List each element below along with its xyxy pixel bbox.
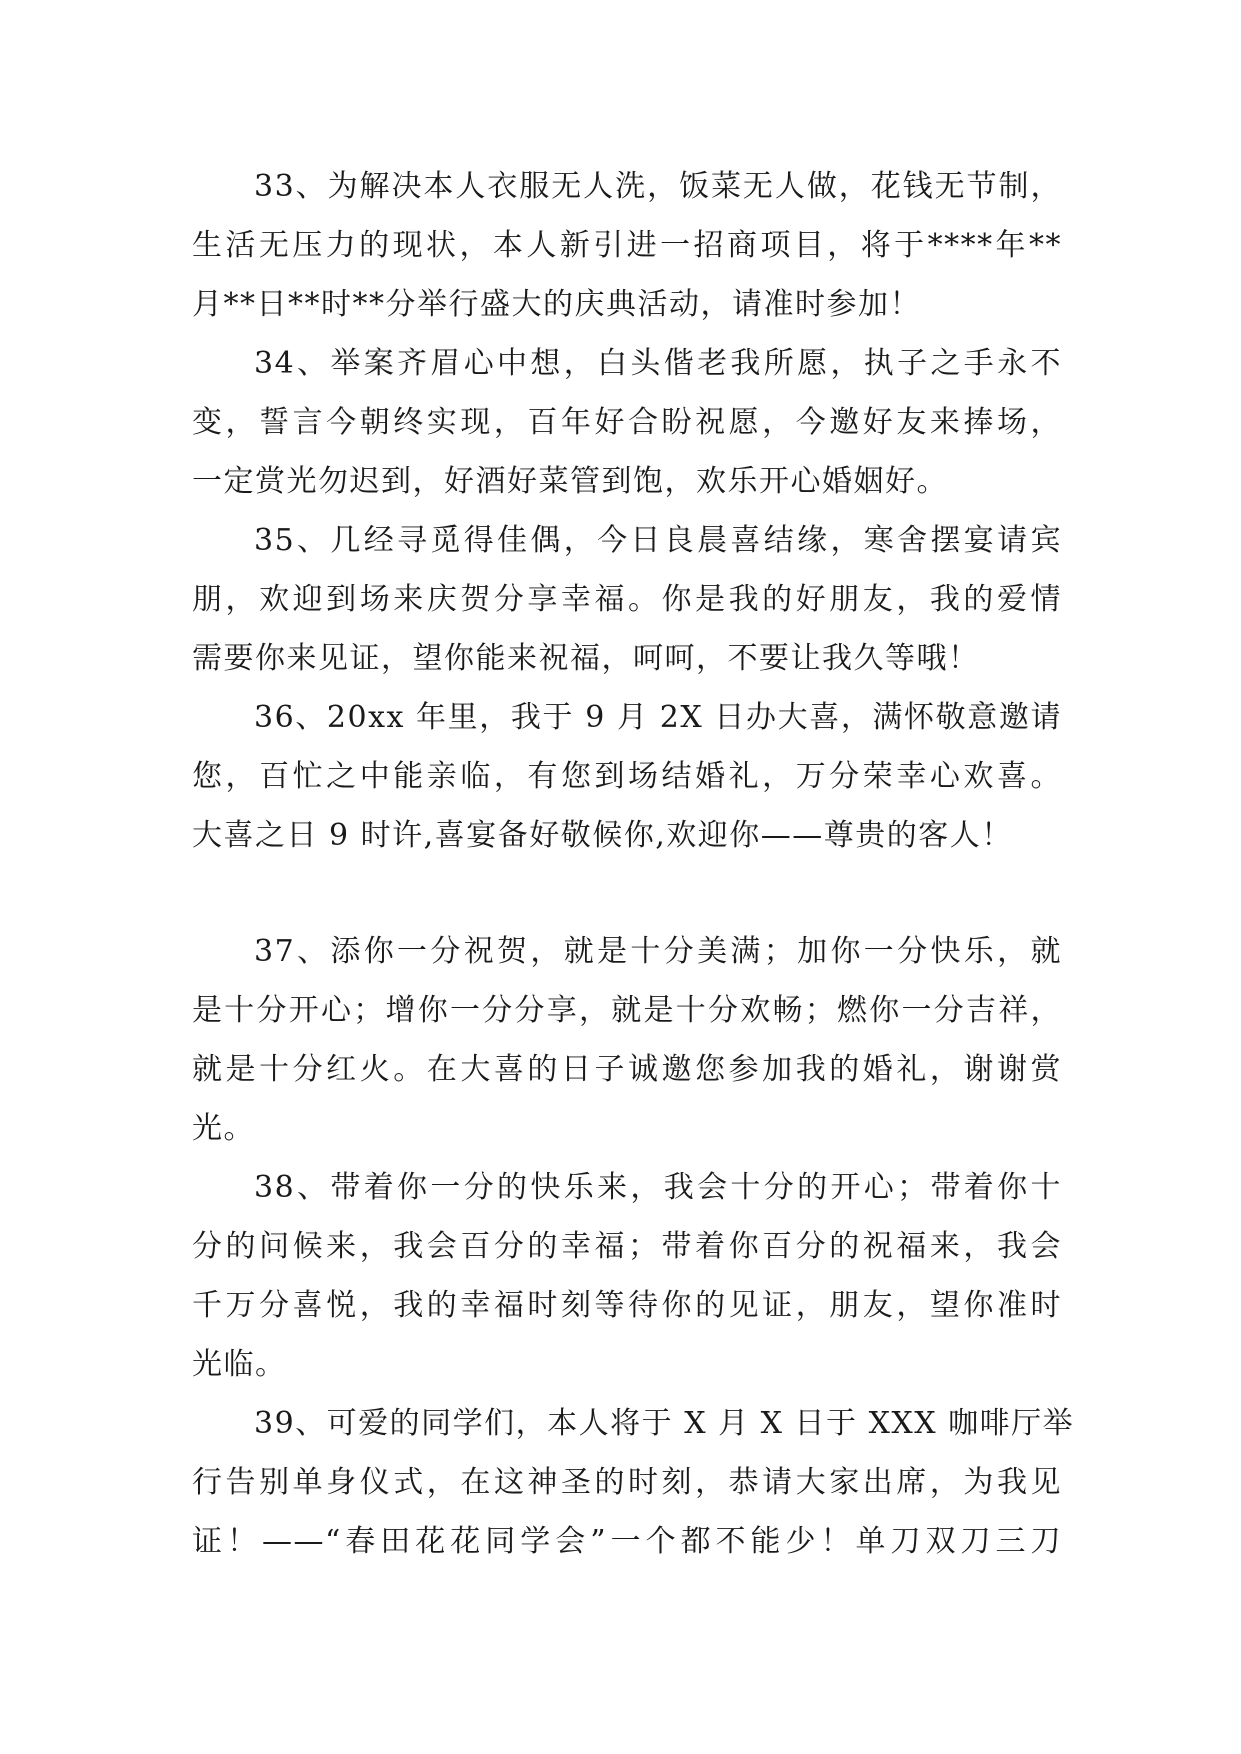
paragraph-37	[192, 922, 1062, 1158]
paragraph-33	[192, 157, 1062, 334]
paragraph-line: 朋，欢迎到场来庆贺分享幸福。你是我的好朋友，我的爱情	[192, 582, 1062, 617]
paragraph-line: 一定赏光勿迟到，好酒好菜管到饱，欢乐开心婚姻好。	[192, 464, 948, 499]
paragraph-line: 是十分开心；增你一分分享，就是十分欢畅；燃你一分吉祥，	[192, 993, 1062, 1028]
paragraph-line: 34、举案齐眉心中想，白头偕老我所愿，执子之手永不	[254, 346, 1062, 381]
paragraph-line: 33、为解决本人衣服无人洗，饭菜无人做，花钱无节制，	[254, 169, 1062, 204]
paragraph-line: 分的问候来，我会百分的幸福；带着你百分的祝福来，我会	[192, 1229, 1062, 1264]
paragraph-line: 需要你来见证，望你能来祝福，呵呵，不要让我久等哦！	[192, 641, 980, 676]
paragraph-line: 39、可爱的同学们，本人将于 X 月 X 日于 XXX 咖啡厅举	[254, 1406, 1075, 1441]
paragraph-gap	[192, 865, 1062, 922]
paragraph-line: 37、添你一分祝贺，就是十分美满；加你一分快乐，就	[254, 934, 1062, 969]
paragraph-line: 35、几经寻觅得佳偶，今日良晨喜结缘，寒舍摆宴请宾	[254, 523, 1062, 558]
paragraph-line: 月**日**时**分举行盛大的庆典活动，请准时参加！	[192, 287, 921, 322]
paragraph-line: 光临。	[192, 1347, 287, 1382]
paragraph-line: 行告别单身仪式，在这神圣的时刻，恭请大家出席，为我见	[192, 1465, 1062, 1500]
paragraph-line: 大喜之日 9 时许,喜宴备好敬候你,欢迎你——尊贵的客人！	[192, 818, 1013, 853]
paragraph-line: 变，誓言今朝终实现，百年好合盼祝愿，今邀好友来捧场，	[192, 405, 1062, 440]
paragraph-line: 就是十分红火。在大喜的日子诚邀您参加我的婚礼，谢谢赏	[192, 1052, 1062, 1087]
paragraph-line: 生活无压力的现状，本人新引进一招商项目，将于****年**	[192, 228, 1062, 263]
paragraph-38	[192, 1158, 1062, 1394]
document-body	[192, 157, 1075, 1571]
paragraph-line: 您，百忙之中能亲临，有您到场结婚礼，万分荣幸心欢喜。	[192, 759, 1062, 794]
paragraph-line: 36、20xx 年里，我于 9 月 2X 日办大喜，满怀敬意邀请	[254, 700, 1062, 735]
paragraph-line: 证！——“春田花花同学会”一个都不能少！单刀双刀三刀	[192, 1524, 1062, 1559]
paragraph-34	[192, 334, 1062, 511]
paragraph-35	[192, 511, 1062, 688]
paragraph-line: 光。	[192, 1111, 255, 1146]
paragraph-line: 千万分喜悦，我的幸福时刻等待你的见证，朋友，望你准时	[192, 1288, 1062, 1323]
paragraph-line: 38、带着你一分的快乐来，我会十分的开心；带着你十	[254, 1170, 1062, 1205]
paragraph-36	[192, 688, 1062, 865]
paragraph-39	[192, 1394, 1075, 1571]
